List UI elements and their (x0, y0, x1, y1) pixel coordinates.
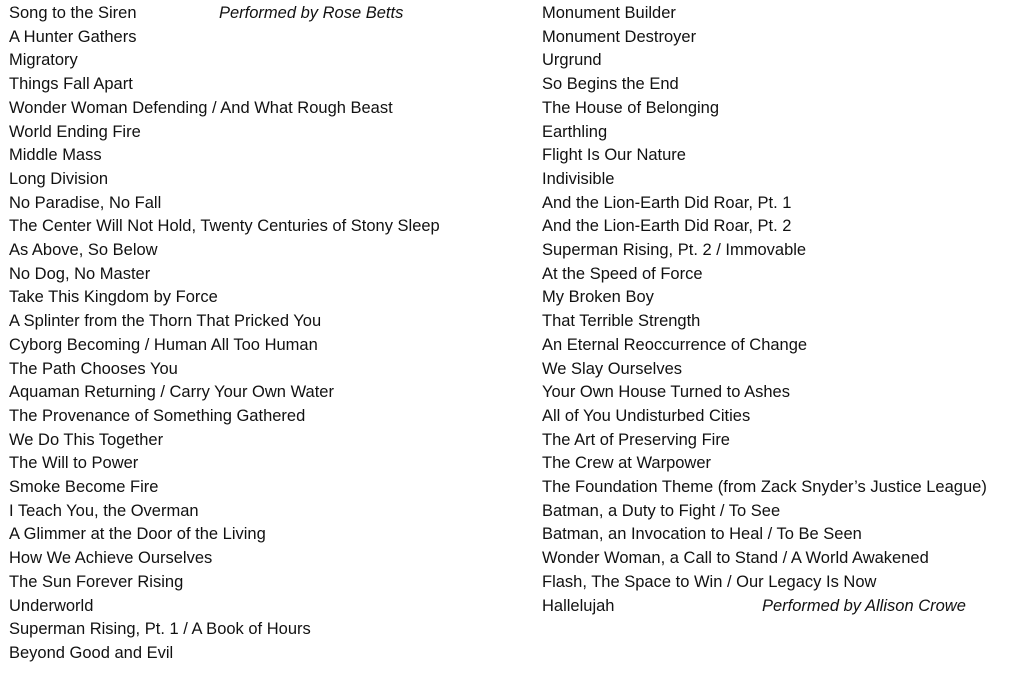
track-line: Middle Mass (9, 146, 102, 165)
track-line: The Will to Power (9, 454, 139, 473)
track-line: Superman Rising, Pt. 2 / Immovable (542, 241, 807, 260)
track-line: The Sun Forever Rising (9, 572, 184, 591)
track-line (542, 595, 1007, 619)
track-line: Monument Destroyer (542, 27, 697, 46)
track-line: The Provenance of Something Gathered (9, 406, 306, 425)
track-line: The Path Chooses You (9, 359, 178, 378)
track-line: World Ending Fire (9, 122, 141, 141)
track-line: The Art of Preserving Fire (542, 430, 730, 449)
track-line: That Terrible Strength (542, 312, 701, 331)
track-line: The Foundation Theme (from Zack Snyder’s Justice League) (542, 478, 987, 497)
track-line: An Eternal Reoccurrence of Change (542, 335, 808, 354)
track-line: We Do This Together (9, 430, 164, 449)
performer-credit: Performed by Rose Betts (219, 4, 404, 22)
track-line: We Slay Ourselves (542, 359, 682, 378)
track-title: Hallelujah (542, 596, 615, 615)
track-line: A Splinter from the Thorn That Pricked You (9, 312, 322, 331)
track-line: Indivisible (542, 169, 615, 188)
track-line: The Crew at Warpower (542, 454, 712, 473)
track-line: A Glimmer at the Door of the Living (9, 525, 266, 544)
track-line: The Center Will Not Hold, Twenty Centuries of Stony Sleep (9, 217, 440, 236)
track-line: At the Speed of Force (542, 264, 703, 283)
track-line: How We Achieve Ourselves (9, 549, 213, 568)
left-track-column (9, 2, 509, 666)
track-line: Wonder Woman, a Call to Stand / A World Awakened (542, 549, 929, 568)
track-line: And the Lion-Earth Did Roar, Pt. 1 (542, 193, 792, 212)
track-line: My Broken Boy (542, 288, 654, 307)
track-line: The House of Belonging (542, 98, 720, 117)
track-line: Take This Kingdom by Force (9, 288, 218, 307)
track-line: Aquaman Returning / Carry Your Own Water (9, 383, 334, 402)
track-line: No Paradise, No Fall (9, 193, 162, 212)
performer-credit: Performed by Allison Crowe (762, 596, 966, 615)
track-line: Batman, a Duty to Fight / To See (542, 501, 781, 520)
track-line: Long Division (9, 169, 109, 188)
track-line: I Teach You, the Overman (9, 501, 199, 520)
track-line: Your Own House Turned to Ashes (542, 383, 790, 402)
track-line: All of You Undisturbed Cities (542, 406, 751, 425)
track-line: Wonder Woman Defending / And What Rough Beast (9, 98, 393, 117)
track-line: Monument Builder (542, 4, 676, 22)
track-line: Superman Rising, Pt. 1 / A Book of Hours (9, 620, 311, 639)
track-line: Batman, an Invocation to Heal / To Be Seen (542, 525, 862, 544)
track-line: Beyond Good and Evil (9, 643, 174, 662)
track-line: As Above, So Below (9, 241, 158, 260)
track-line: A Hunter Gathers (9, 27, 137, 46)
track-title: Song to the Siren (9, 4, 137, 22)
track-line: Flash, The Space to Win / Our Legacy Is Now (542, 572, 877, 591)
track-line: Smoke Become Fire (9, 478, 159, 497)
track-line: Things Fall Apart (9, 75, 133, 94)
track-line: Flight Is Our Nature (542, 146, 686, 165)
track-line: Urgrund (542, 51, 602, 70)
track-line: And the Lion-Earth Did Roar, Pt. 2 (542, 217, 792, 236)
track-line: No Dog, No Master (9, 264, 151, 283)
track-line: Cyborg Becoming / Human All Too Human (9, 335, 318, 354)
track-line: Earthling (542, 122, 608, 141)
track-line: Migratory (9, 51, 78, 70)
track-line: So Begins the End (542, 75, 679, 94)
track-line (9, 2, 509, 26)
right-track-column (542, 2, 1007, 618)
track-line: Underworld (9, 596, 94, 615)
